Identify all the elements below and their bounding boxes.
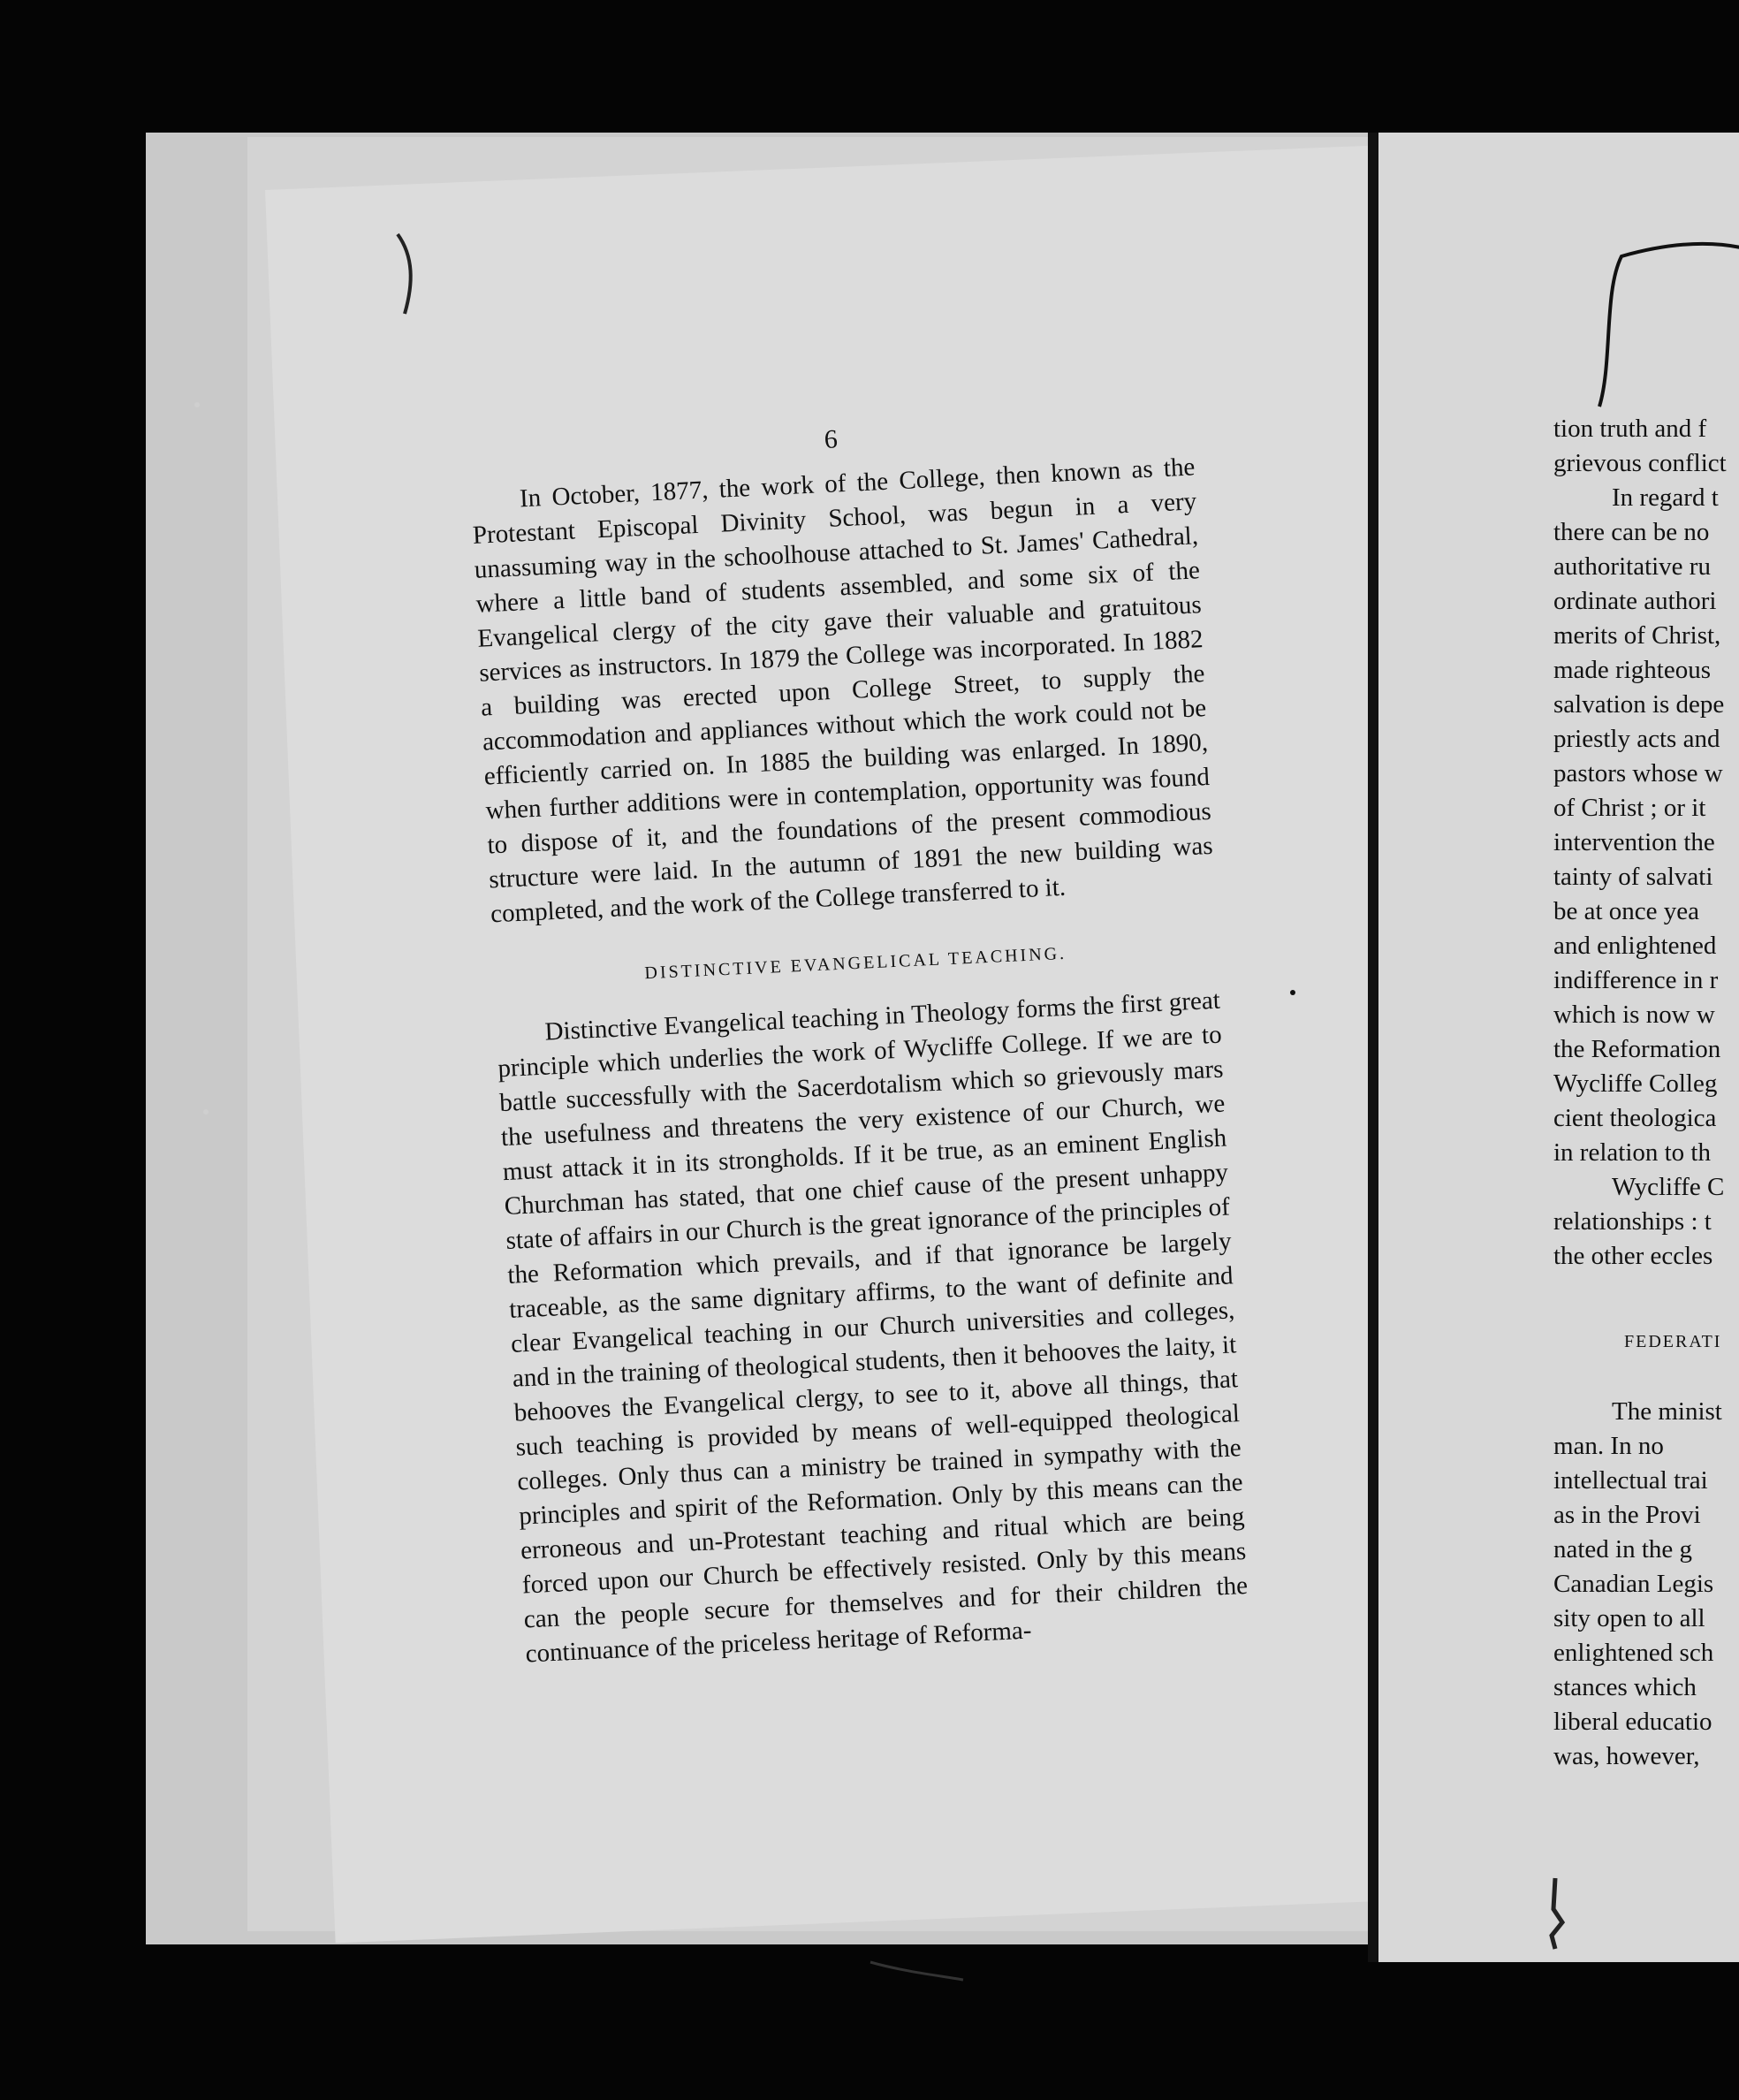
right-page-line: authoritative ru	[1553, 552, 1711, 581]
right-page-line: was, however,	[1553, 1742, 1700, 1770]
right-page-line: be at once yea	[1553, 897, 1700, 925]
right-page-line: indifference in r	[1553, 966, 1719, 994]
right-page-line: there can be no	[1553, 518, 1710, 546]
right-page-line: made righteous	[1553, 656, 1711, 684]
right-page-line: In regard t	[1612, 483, 1719, 512]
right-page-line: Canadian Legis	[1553, 1570, 1714, 1598]
book-spine	[1368, 133, 1378, 1962]
right-page-line: The minist	[1612, 1397, 1722, 1426]
right-page-line: tion truth and f	[1553, 415, 1707, 443]
paragraph-history: In October, 1877, the work of the College, then known as the Protestant Episcopal Divinity School, was begun in a very unassuming way in the schoolhouse attached to St. James' Cathedral, where a little band of students assembled, and some six of the Evangelical clergy of the city gave their valuable and gratuitous services as instructors. In 1879 the College was incorporated. In 1882 a building was erected upon College Street, to supply the accommodation and appliances without which the work could not be efficiently carried on. In 1885 the building was enlarged. In 1890, when further additions were in contemplation, opportunity was found to dispose of it, and the foundations of the present commodious structure were laid. In the autumn of 1891 the new building was completed, and the work of the College transferred to it.	[472, 453, 1214, 929]
right-block-2	[1553, 481, 1739, 1170]
right-page-line: liberal educatio	[1553, 1708, 1712, 1736]
right-page-line: enlightened sch	[1553, 1639, 1714, 1667]
right-page-line: nated in the g	[1553, 1535, 1693, 1564]
right-page-line: stances which	[1553, 1673, 1697, 1701]
right-block-3	[1553, 1170, 1739, 1274]
right-page-line: tainty of salvati	[1553, 863, 1713, 891]
right-page-line: the Reformation	[1553, 1035, 1721, 1063]
right-page-line: and enlightened	[1553, 932, 1717, 960]
right-page-line: merits of Christ,	[1553, 621, 1721, 650]
right-page-line: pastors whose w	[1553, 759, 1723, 788]
right-block-1	[1553, 412, 1739, 481]
right-page-line: grievous conflict	[1553, 449, 1727, 477]
right-heading: FEDERATI	[1624, 1332, 1722, 1351]
right-page-line: priestly acts and	[1553, 725, 1720, 753]
right-page-line: Wycliffe Colleg	[1553, 1069, 1718, 1098]
right-page-line: relationships : t	[1553, 1207, 1712, 1236]
right-page-line: as in the Provi	[1553, 1501, 1701, 1529]
right-page-text	[1553, 412, 1739, 1774]
right-page-line: intervention the	[1553, 828, 1715, 856]
paragraph-evangelical-teaching: Distinctive Evangelical teaching in Theology forms the first great principle which underlies the work of Wycliffe College. If we are to battle successfully with the Sacerdotalism which so grievously mars the usefulness and threatens the very existence of our Church, we must attack it in its strongholds. If it be true, as an eminent English Churchman has stated, that one chief cause of the present unhappy state of affairs in our Church is the great ignorance of the principles of the Reformation which prevails, and if that ignorance be largely traceable, as the same dignitary affirms, to the want of definite and clear Evangelical teaching in our Church universities and colleges, and in the training of theological students, then it behooves the laity, it behooves the Evangelical clergy, to see to it, above all things, that such teaching is provided by means of well-equipped theological colleges. Only thus can a ministry be trained in sympathy with the principles and spirit of the Reformation. Only by this means can the erroneous and un-Protestant teaching and ritual which are being forced upon our Church be effectively resisted. Only by this means can the people secure for themselves and for their children the continuance of the priceless heritage of Reforma-	[497, 985, 1249, 1669]
right-page-line: man. In no	[1553, 1432, 1664, 1460]
right-page-line: Wycliffe C	[1612, 1173, 1725, 1201]
right-page-line: of Christ ; or it	[1553, 794, 1706, 822]
speck	[194, 402, 200, 407]
right-page-line: the other eccles	[1553, 1242, 1713, 1270]
right-page-line: sity open to all	[1553, 1604, 1705, 1632]
right-page-line: cient theologica	[1553, 1104, 1717, 1132]
right-page-line: ordinate authori	[1553, 587, 1717, 615]
right-page-line: in relation to th	[1553, 1138, 1711, 1167]
margin-mark-center	[866, 1953, 972, 1989]
speck	[203, 1109, 209, 1115]
section-heading: DISTINCTIVE EVANGELICAL TEACHING.	[643, 943, 1067, 984]
page-number: 6	[824, 424, 839, 455]
right-block-4	[1553, 1395, 1739, 1774]
speck	[1290, 990, 1295, 995]
right-page-line: intellectual trai	[1553, 1466, 1708, 1495]
left-page-text	[468, 407, 1250, 1671]
right-page-line: which is now w	[1553, 1001, 1715, 1029]
right-page-line: salvation is depe	[1553, 690, 1725, 719]
